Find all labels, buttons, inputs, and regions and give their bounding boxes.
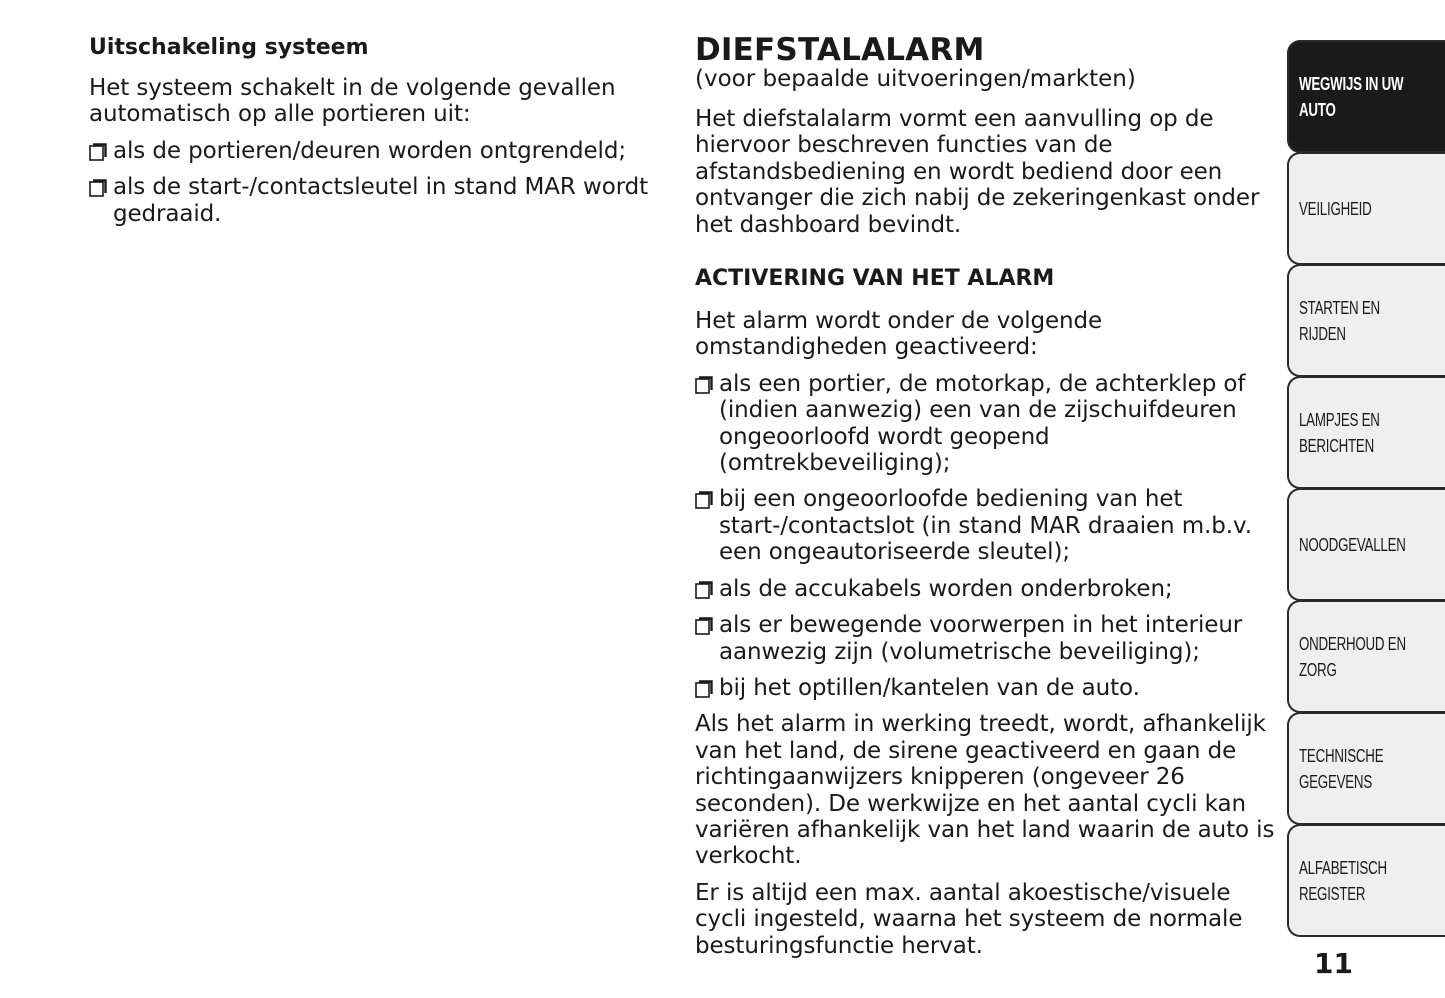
right-column: [695, 34, 1275, 969]
tab-wegwijs-in-uw-auto[interactable]: [1287, 40, 1445, 153]
checkbox-bullet-icon: [695, 581, 713, 599]
page-title: DIEFSTALALARM: [695, 32, 985, 68]
tab-veiligheid[interactable]: [1287, 152, 1445, 265]
page-number: 11: [1314, 947, 1353, 980]
page-subtitle: (voor bepaalde uitvoeringen/markten): [695, 66, 1136, 92]
checkbox-bullet-icon: [695, 491, 713, 509]
list-item: [695, 675, 1275, 701]
left-column: [89, 35, 649, 237]
tab-technische-gegevens[interactable]: [1287, 712, 1445, 825]
list-item-text: bij het optillen/kantelen van de auto.: [719, 674, 1140, 701]
checkbox-bullet-icon: [89, 143, 107, 161]
paragraph: Het systeem schakelt in de volgende gevallen automatisch op alle portieren uit:: [89, 75, 616, 128]
list-item-text: als er bewegende voorwerpen in het interieur aanwezig zijn (volumetrische beveiliging);: [719, 612, 1243, 665]
list-item-text: als de start-/contactsleutel in stand MAR wordt gedraaid.: [113, 174, 649, 227]
section-heading-uitschakeling: Uitschakeling systeem: [89, 35, 369, 60]
tab-label: TECHNISCHE GEGEVENS: [1299, 745, 1384, 792]
list-item: [695, 612, 1275, 665]
chapter-tabs: [1287, 40, 1445, 936]
checkbox-bullet-icon: [695, 680, 713, 698]
tab-label: WEGWIJS IN UW AUTO: [1299, 73, 1404, 120]
list-item-text: als de accukabels worden onderbroken;: [719, 575, 1173, 602]
tab-lampjes-en-berichten[interactable]: [1287, 376, 1445, 489]
list-item: [89, 174, 649, 227]
list-item: [89, 138, 649, 164]
tab-alfabetisch-register[interactable]: [1287, 824, 1445, 937]
list-item-text: bij een ongeoorloofde bediening van het start-/contactslot (in stand MAR draaien m.b.v. een ongeautoriseerde sleutel);: [719, 486, 1252, 566]
bullet-list: [89, 138, 649, 227]
list-item-text: als de portieren/deuren worden ontgrendeld;: [113, 137, 626, 164]
list-item-text: als een portier, de motorkap, de achterklep of (indien aanwezig) een van de zijschuifdeuren ongeoorloofd wordt geopend (omtrekbeveiliging);: [719, 370, 1246, 477]
checkbox-bullet-icon: [695, 376, 713, 394]
tab-label: VEILIGHEID: [1299, 198, 1372, 219]
tab-label: ONDERHOUD EN ZORG: [1299, 633, 1406, 680]
tab-onderhoud-en-zorg[interactable]: [1287, 600, 1445, 713]
paragraph: Er is altijd een max. aantal akoestische/visuele cycli ingesteld, waarna het systeem de normale besturingsfunctie hervat.: [695, 879, 1243, 959]
bullet-list: [695, 371, 1275, 701]
checkbox-bullet-icon: [695, 617, 713, 635]
paragraph: Het diefstalalarm vormt een aanvulling op de hiervoor beschreven functies van de afstandsbediening en wordt bediend door een ontvanger die zich nabij de zekeringenkast onder het dashboard bevindt.: [695, 106, 1260, 238]
tab-label: LAMPJES EN BERICHTEN: [1299, 409, 1380, 456]
paragraph: Het alarm wordt onder de volgende omstandigheden geactiveerd:: [695, 308, 1103, 361]
list-item: [695, 486, 1275, 565]
tab-starten-en-rijden[interactable]: [1287, 264, 1445, 377]
tab-noodgevallen[interactable]: [1287, 488, 1445, 601]
tab-label: STARTEN EN RIJDEN: [1299, 297, 1380, 344]
list-item: [695, 371, 1275, 477]
checkbox-bullet-icon: [89, 179, 107, 197]
tab-label: NOODGEVALLEN: [1299, 534, 1406, 555]
paragraph: Als het alarm in werking treedt, wordt, afhankelijk van het land, de sirene geactiveerd en gaan de richtingaanwijzers knipperen (ongeveer 26 seconden). De werkwijze en het aantal cycli kan variëren afhankelijk van het land waarin de auto is verkocht.: [695, 711, 1275, 870]
section-heading-activering: ACTIVERING VAN HET ALARM: [695, 266, 1055, 292]
tab-label: ALFABETISCH REGISTER: [1299, 857, 1387, 904]
list-item: [695, 576, 1275, 602]
